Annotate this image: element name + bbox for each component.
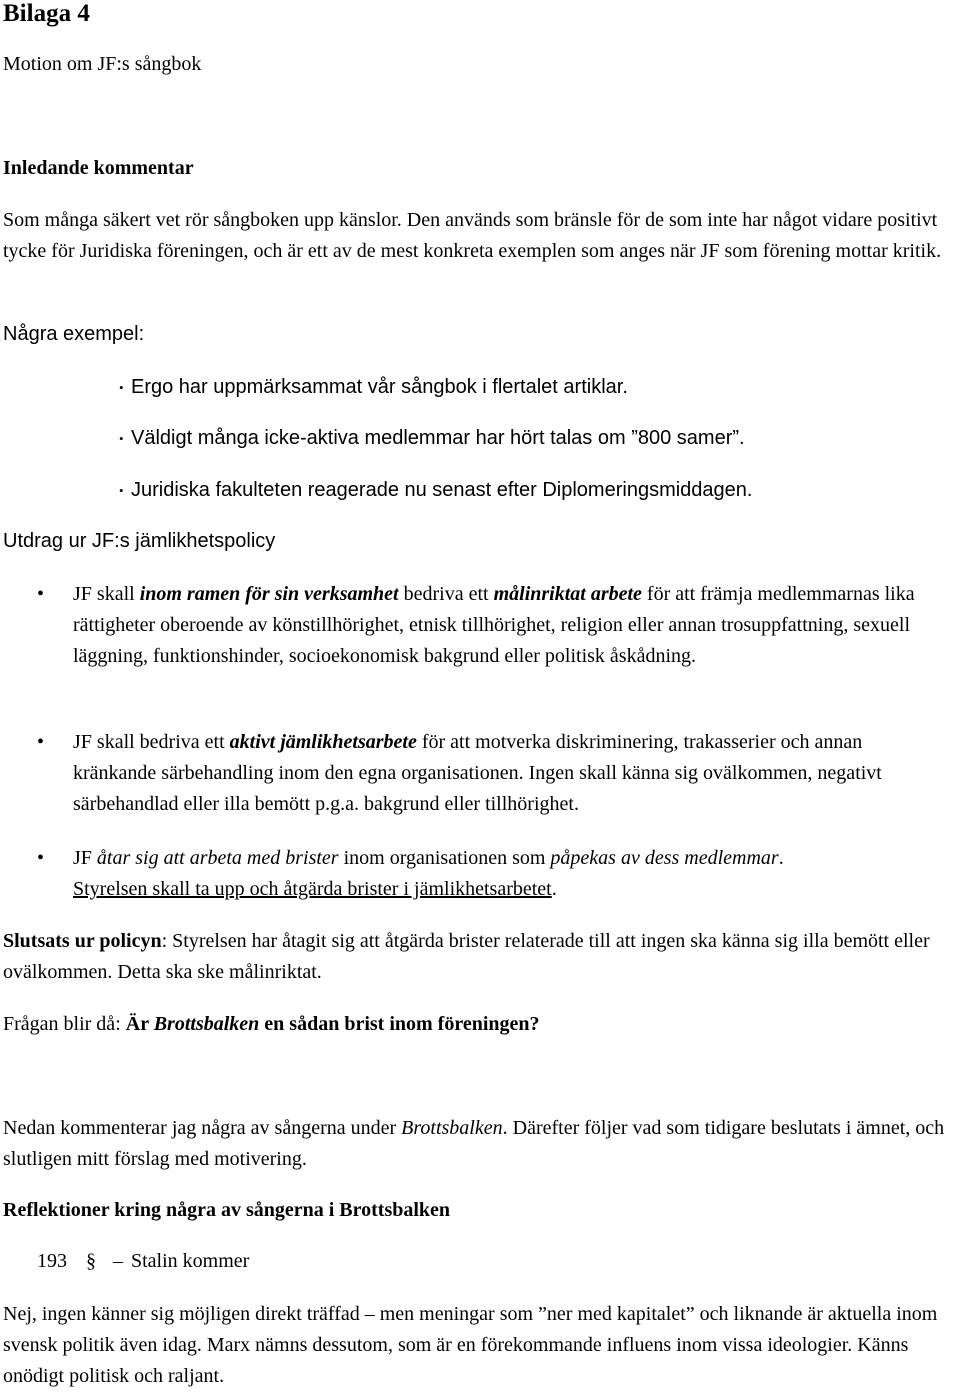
conclusion-paragraph: Slutsats ur policyn: Styrelsen har åtagit sig att åtgärda brister relaterade till att ingen ska känna sig illa bemött eller ovälkommen. Detta ska ske målinriktat.	[3, 930, 930, 983]
question-line: Frågan blir då: Är Brottsbalken en sådan brist inom föreningen?	[3, 1013, 540, 1035]
bullet-icon: •	[119, 483, 124, 498]
example-item: Ergo har uppmärksammat vår sångbok i flertalet artiklar.	[131, 376, 628, 398]
song-heading	[37, 1246, 249, 1277]
dash: –	[113, 1250, 123, 1272]
bullet-icon: •	[119, 431, 124, 446]
document-subtitle: Motion om JF:s sångbok	[3, 53, 202, 75]
policy-item-2: JF skall bedriva ett aktivt jämlikhetsarbete för att motverka diskriminering, trakasserier och annan kränkande särbehandling inom den egna organisationen. Ingen skall känna sig ovälkommen, negativt särbehandlad eller illa bemött p.g.a. bakgrund eller tillhörighet.	[73, 731, 882, 815]
song-title: Stalin kommer	[131, 1250, 250, 1272]
section-sign: §	[86, 1250, 96, 1272]
example-item: Väldigt många icke-aktiva medlemmar har hört talas om ”800 samer”.	[131, 427, 745, 449]
bullet-icon: •	[37, 847, 45, 869]
song-number: 193	[37, 1250, 67, 1272]
reflections-heading: Reflektioner kring några av sångerna i Brottsbalken	[3, 1199, 451, 1221]
policy-item-3: JF åtar sig att arbeta med brister inom organisationen som påpekas av dess medlemmar. Styrelsen skall ta upp och åtgärda brister i jämlikhetsarbetet.	[73, 847, 784, 900]
bullet-icon: •	[37, 731, 45, 753]
example-item: Juridiska fakulteten reagerade nu senast efter Diplomeringsmiddagen.	[131, 479, 753, 501]
page-title: Bilaga 4	[3, 0, 90, 27]
bullet-icon: •	[37, 583, 45, 605]
intro-paragraph: Som många säkert vet rör sångboken upp känslor. Den används som bränsle för de som inte har något vidare positivt tycke för Juridiska föreningen, och är ett av de mest konkreta exemplen som anges när JF som förening mottar kritik.	[3, 209, 942, 262]
examples-heading: Några exempel:	[3, 323, 145, 345]
policy-heading: Utdrag ur JF:s jämlikhetspolicy	[3, 530, 276, 552]
intro-heading: Inledande kommentar	[3, 157, 194, 179]
policy-item-1: JF skall inom ramen för sin verksamhet bedriva ett målinriktat arbete för att främja medlemmarnas lika rättigheter oberoende av könstillhörighet, etnisk tillhörighet, religion eller annan trosuppfattning, sexuell läggning, funktionshinder, socioekonomisk bakgrund eller politisk åskådning.	[73, 583, 915, 667]
bullet-icon: •	[119, 380, 124, 395]
nedan-paragraph: Nedan kommenterar jag några av sångerna under Brottsbalken. Därefter följer vad som tidigare beslutats i ämnet, och slutligen mitt förslag med motivering.	[3, 1117, 945, 1170]
reflection-paragraph: Nej, ingen känner sig möjligen direkt träffad – men meningar som ”ner med kapitalet” och liknande är aktuella inom svensk politik även idag. Marx nämns dessutom, som är en förekommande influens inom vissa ideologier. Känns onödigt politisk och raljant.	[3, 1303, 938, 1387]
